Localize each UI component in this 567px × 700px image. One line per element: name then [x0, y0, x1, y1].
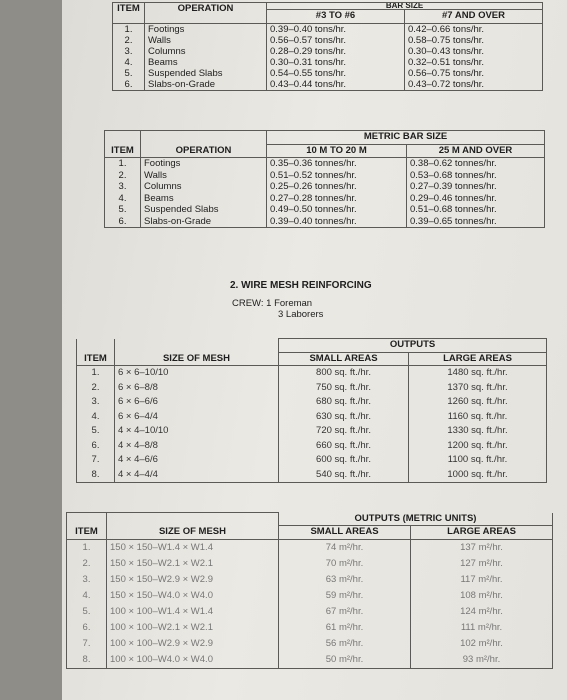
item-header: ITEM: [67, 513, 107, 540]
cell-size: 6 × 6–4/4: [118, 410, 158, 422]
outputs-metric-header: OUTPUTS (METRIC UNITS): [279, 513, 553, 526]
table-row: [67, 539, 553, 668]
cell-v1: 0.43–0.44 tons/hr.: [270, 78, 347, 90]
large-area-output-list: [411, 539, 553, 668]
cell-v2: 0.39–0.65 tonnes/hr.: [410, 215, 497, 227]
rate-list-3-to-6: [267, 23, 405, 90]
crew-block: [232, 298, 323, 320]
cell-v1: 0.35–0.36 tonnes/hr.: [270, 158, 357, 169]
cell-item: 6.: [91, 439, 100, 451]
cell-small: 660 sq. ft./hr.: [316, 439, 371, 451]
cell-item: 4.: [124, 56, 133, 68]
cell-small: 61 m²/hr.: [325, 621, 364, 633]
cell-v2: 0.42–0.66 tons/hr.: [408, 23, 485, 35]
cell-small: 720 sq. ft./hr.: [316, 425, 371, 436]
cell-small: 800 sq. ft./hr.: [316, 367, 371, 378]
cell-size: 100 × 100–W4.0 × W4.0: [110, 653, 213, 665]
cell-v2: 0.51–0.68 tonnes/hr.: [410, 204, 497, 215]
cell-item: 6.: [118, 215, 127, 227]
cell-v1: 0.51–0.52 tonnes/hr.: [270, 169, 357, 181]
cell-item: 5.: [124, 67, 133, 79]
col-3-to-6-header: #3 TO #6: [267, 10, 405, 24]
cell-small: 67 m²/hr.: [325, 605, 364, 617]
cell-op: Slabs-on-Grade: [144, 215, 212, 227]
crew-label: CREW:: [232, 298, 264, 309]
cell-size: 150 × 150–W4.0 × W4.0: [110, 589, 213, 601]
cell-size: 4 × 4–4/4: [118, 468, 158, 480]
small-areas-header: SMALL AREAS: [279, 526, 411, 540]
cell-op: Beams: [144, 192, 174, 204]
rate-list-7-and-over: [405, 23, 543, 90]
item-header: ITEM: [113, 3, 145, 24]
item-header: ITEM: [105, 131, 141, 158]
cell-size: 100 × 100–W2.9 × W2.9: [110, 637, 213, 649]
cell-size: 150 × 150–W2.9 × W2.9: [110, 573, 213, 585]
cell-large: 111 m²/hr.: [460, 621, 503, 633]
bar-size-header: BAR SIZE: [267, 3, 543, 10]
cell-size: 6 × 6–6/6: [118, 396, 158, 407]
mesh-size-list: [115, 366, 279, 483]
imperial-bar-table: [112, 2, 543, 91]
item-numbers: [105, 158, 141, 228]
cell-size: 4 × 4–10/10: [118, 425, 169, 436]
size-of-mesh-header: SIZE OF MESH: [107, 513, 279, 540]
cell-v2: 0.27–0.39 tonnes/hr.: [410, 181, 497, 192]
cell-small: 630 sq. ft./hr.: [316, 410, 371, 422]
col-25m-and-over-header: 25 M AND OVER: [407, 144, 545, 158]
operation-header: OPERATION: [145, 3, 267, 24]
cell-small: 59 m²/hr.: [325, 589, 364, 601]
metric-bar-size-header: METRIC BAR SIZE: [267, 131, 545, 145]
cell-size: 6 × 6–10/10: [118, 367, 169, 378]
table-row: [105, 158, 545, 228]
cell-item: 1.: [91, 367, 100, 378]
operation-header: OPERATION: [141, 131, 267, 158]
cell-small: 56 m²/hr.: [325, 637, 364, 649]
cell-item: 5.: [118, 204, 127, 215]
cell-large: 1000 sq. ft./hr.: [447, 468, 508, 480]
cell-v1: 0.25–0.26 tonnes/hr.: [270, 181, 357, 192]
cell-small: 50 m²/hr.: [325, 653, 364, 665]
size-of-mesh-header: SIZE OF MESH: [115, 339, 279, 366]
cell-large: 124 m²/hr.: [460, 605, 503, 617]
cell-v1: 0.27–0.28 tonnes/hr.: [270, 192, 357, 204]
metric-bar-table: [104, 130, 545, 228]
cell-item: 1.: [118, 158, 127, 169]
cell-size: 150 × 150–W2.1 × W2.1: [110, 557, 213, 569]
cell-size: 4 × 4–6/6: [118, 454, 158, 465]
cell-op: Walls: [144, 169, 167, 181]
cell-large: 1370 sq. ft./hr.: [447, 381, 508, 393]
cell-item: 7.: [91, 454, 100, 465]
cell-op: Beams: [148, 56, 178, 68]
document-page: [62, 0, 567, 700]
cell-op: Footings: [148, 23, 185, 35]
operation-list: [141, 158, 267, 228]
cell-item: 6.: [82, 621, 91, 633]
cell-large: 1260 sq. ft./hr.: [447, 396, 508, 407]
rate-list-10m-to-20m: [267, 158, 407, 228]
cell-item: 7.: [82, 637, 91, 649]
cell-v2: 0.56–0.75 tons/hr.: [408, 67, 485, 79]
cell-large: 1200 sq. ft./hr.: [447, 439, 508, 451]
cell-v2: 0.53–0.68 tonnes/hr.: [410, 169, 497, 181]
cell-item: 8.: [91, 468, 100, 480]
cell-v1: 0.49–0.50 tonnes/hr.: [270, 204, 357, 215]
cell-v2: 0.43–0.72 tons/hr.: [408, 78, 485, 90]
cell-v1: 0.39–0.40 tons/hr.: [270, 23, 347, 35]
cell-small: 74 m²/hr.: [325, 541, 364, 553]
section-title: 2. WIRE MESH REINFORCING: [230, 280, 372, 291]
cell-item: 4.: [118, 192, 127, 204]
small-area-output-list: [279, 539, 411, 668]
cell-large: 108 m²/hr.: [460, 589, 503, 601]
cell-item: 5.: [91, 425, 100, 436]
cell-size: 100 × 100–W1.4 × W1.4: [110, 605, 213, 617]
item-header: ITEM: [77, 339, 115, 366]
cell-small: 750 sq. ft./hr.: [316, 381, 371, 393]
cell-v1: 0.54–0.55 tons/hr.: [270, 67, 347, 79]
cell-v1: 0.28–0.29 tons/hr.: [270, 45, 347, 57]
cell-large: 102 m²/hr.: [460, 637, 503, 649]
cell-item: 3.: [91, 396, 100, 407]
cell-size: 100 × 100–W2.1 × W2.1: [110, 621, 213, 633]
cell-item: 8.: [82, 653, 91, 665]
cell-op: Columns: [144, 181, 182, 192]
cell-item: 2.: [91, 381, 100, 393]
item-numbers: [113, 23, 145, 90]
crew-foreman: 1 Foreman: [266, 298, 313, 309]
large-areas-header: LARGE AREAS: [411, 526, 553, 540]
mesh-size-list: [107, 539, 279, 668]
cell-op: Suspended Slabs: [144, 204, 219, 215]
cell-large: 1100 sq. ft./hr.: [447, 454, 508, 465]
cell-item: 1.: [82, 541, 91, 553]
wire-mesh-table: [76, 338, 547, 483]
cell-size: 4 × 4–8/8: [118, 439, 158, 451]
col-10m-to-20m-header: 10 M TO 20 M: [267, 144, 407, 158]
cell-op: Footings: [144, 158, 181, 169]
outputs-header: OUTPUTS: [279, 339, 547, 353]
small-area-output-list: [279, 366, 409, 483]
cell-small: 540 sq. ft./hr.: [316, 468, 371, 480]
wire-mesh-metric-table: [66, 512, 553, 669]
cell-item: 1.: [124, 23, 133, 35]
small-areas-header: SMALL AREAS: [279, 352, 409, 366]
cell-large: 1330 sq. ft./hr.: [447, 425, 508, 436]
cell-item: 6.: [124, 78, 133, 90]
operation-list: [145, 23, 267, 90]
cell-large: 93 m²/hr.: [462, 653, 501, 665]
cell-item: 3.: [82, 573, 91, 585]
cell-small: 600 sq. ft./hr.: [316, 454, 371, 465]
cell-v1: 0.56–0.57 tons/hr.: [270, 34, 347, 46]
table-row: [113, 23, 543, 90]
cell-item: 2.: [82, 557, 91, 569]
cell-large: 1480 sq. ft./hr.: [447, 367, 508, 378]
cell-size: 6 × 6–8/8: [118, 381, 158, 393]
cell-v2: 0.29–0.46 tonnes/hr.: [410, 192, 497, 204]
cell-item: 4.: [82, 589, 91, 601]
item-numbers: [77, 366, 115, 483]
cell-item: 5.: [82, 605, 91, 617]
cell-v1: 0.30–0.31 tons/hr.: [270, 56, 347, 68]
item-numbers: [67, 539, 107, 668]
cell-size: 150 × 150–W1.4 × W1.4: [110, 541, 213, 553]
cell-item: 4.: [91, 410, 100, 422]
col-7-and-over-header: #7 AND OVER: [405, 10, 543, 24]
cell-v2: 0.58–0.75 tons/hr.: [408, 34, 485, 46]
cell-small: 680 sq. ft./hr.: [316, 396, 371, 407]
cell-item: 3.: [124, 45, 133, 57]
cell-op: Walls: [148, 34, 171, 46]
large-area-output-list: [409, 366, 547, 483]
cell-v2: 0.30–0.43 tons/hr.: [408, 45, 485, 57]
cell-large: 1160 sq. ft./hr.: [447, 410, 508, 422]
cell-op: Columns: [148, 45, 186, 57]
large-areas-header: LARGE AREAS: [409, 352, 547, 366]
cell-item: 3.: [118, 181, 127, 192]
crew-laborers: 3 Laborers: [278, 309, 324, 320]
cell-small: 63 m²/hr.: [325, 573, 364, 585]
cell-item: 2.: [118, 169, 127, 181]
cell-op: Suspended Slabs: [148, 67, 223, 79]
cell-v2: 0.38–0.62 tonnes/hr.: [410, 158, 497, 169]
rate-list-25m-and-over: [407, 158, 545, 228]
cell-op: Slabs-on-Grade: [148, 78, 216, 90]
cell-large: 137 m²/hr.: [460, 541, 503, 553]
cell-large: 117 m²/hr.: [460, 573, 503, 585]
cell-large: 127 m²/hr.: [460, 557, 503, 569]
table-row: [77, 366, 547, 483]
cell-v1: 0.39–0.40 tonnes/hr.: [270, 215, 357, 227]
cell-v2: 0.32–0.51 tons/hr.: [408, 56, 485, 68]
cell-item: 2.: [124, 34, 133, 46]
cell-small: 70 m²/hr.: [325, 557, 364, 569]
